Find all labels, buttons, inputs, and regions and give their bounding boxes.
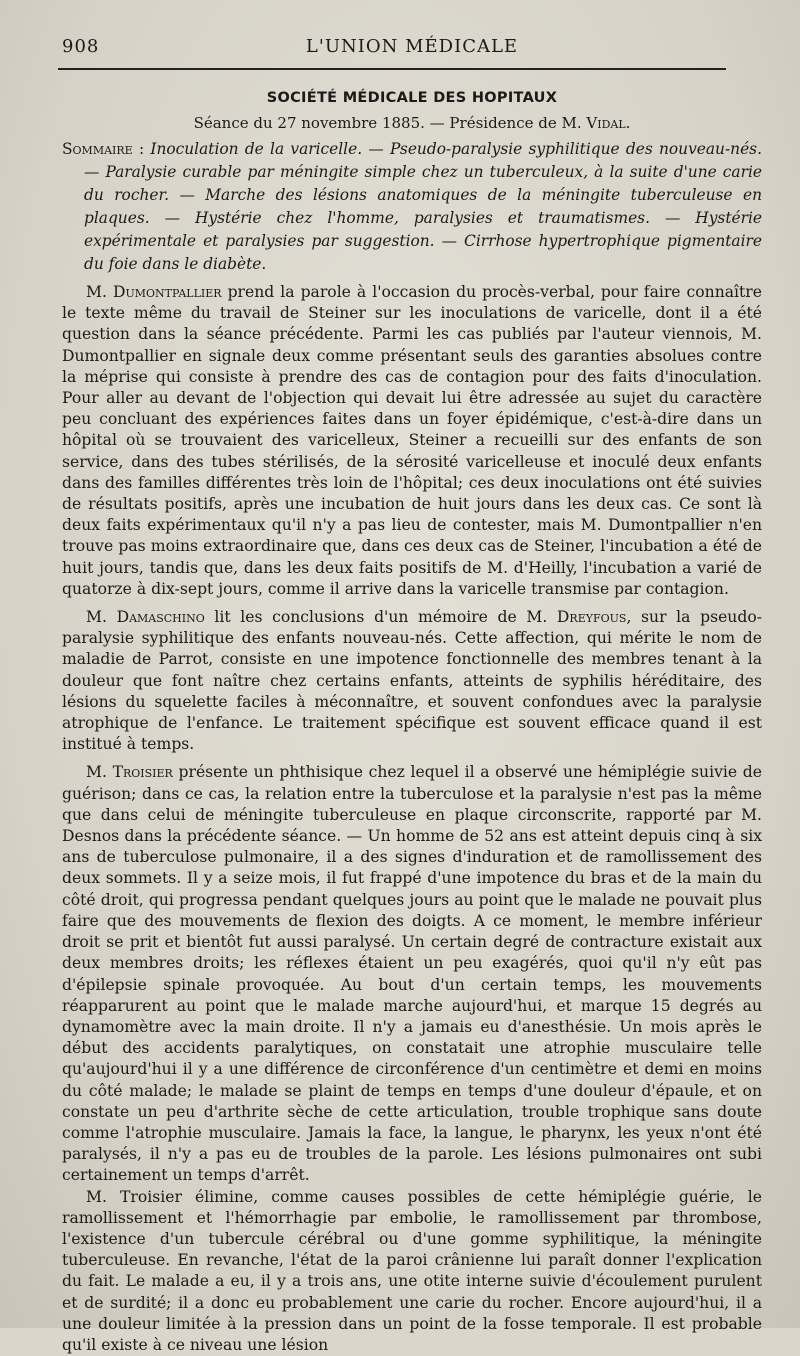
paragraph-text: M. Troisier élimine, comme causes possibles de cette hémiplégie guérie, le ramollissement et l'hémorrhagie par embolie, le ramollissement par thrombose, l'existence d'un tubercule cérébral ou d'une gomme syphilitique, la méningite tuberculeuse. En revanche, l'état de la paroi crânienne lui paraît donner l'explication du fait. Le malade a eu, il y a trois ans, une otite interne suivie d'écoulement purulent et de surdité; il a donc eu probablement une carie du rocher. Encore aujourd'hui, il a une douleur limitée à la pression dans un point de la fosse temporale. Il est probable qu'il existe à ce niveau une lésion — [62, 1187, 762, 1354]
session-president: Vidal — [586, 114, 626, 132]
sommaire-label: Sommaire — [62, 140, 133, 158]
paragraph-damaschino — [62, 607, 762, 755]
paragraph-troisier-continued — [62, 1187, 762, 1356]
section-title: SOCIÉTÉ MÉDICALE DES HOPITAUX — [266, 90, 558, 106]
speaker-name: Troisier — [112, 763, 173, 782]
session-date: Séance du 27 novembre 1885. — Présidence de M. — [193, 114, 587, 132]
paragraph-text-a: lit les conclusions d'un mémoire de M. — [204, 608, 557, 627]
speaker-name: Damaschino — [116, 608, 205, 627]
header-rule — [58, 68, 726, 70]
journal-title: L'UNION MÉDICALE — [305, 36, 519, 57]
sommaire — [62, 138, 762, 276]
sommaire-separator: : — [132, 140, 151, 158]
paragraph-prefix: M. — [86, 283, 113, 301]
page-number: 908 — [62, 36, 100, 57]
paragraph-text: prend la parole à l'occasion du procès-verbal, pour faire connaître le texte même du travail de Steiner sur les inoculations de varicelle, dont il a été question dans la séance précédente. Parmi les cas publiés par l'auteur viennois, M. Dumontpallier en signale deux comme présentant seuls des garanties absolues contre la méprise qui consiste à prendre des cas de contagion pour des faits d'inoculation. Pour aller au devant de l'objection qui devait lui être adressée au sujet du caractère peu concluant des expériences faites dans un foyer épidémique, c'est-à-dire dans un hôpital où se trouvaient des varicelleux, Steiner a recueilli sur des enfants de son service, dans des tubes stérilisés, de la sérosité varicelleuse et inoculé deux enfants dans des familles différentes très loin de l'hôpital; ces deux inoculations ont été suivies de résultats positifs, après une incubation de huit jours dans les deux cas. Ce sont là deux faits expérimentaux qu'il n'y a pas lieu de contester, mais M. Dumontpallier n'en trouve pas moins extraordinaire que, dans ces deux cas de Steiner, l'incubation a été de huit jours, tandis que, dans les deux faits positifs de M. d'Heilly, l'incubation a varié de quatorze à dix-sept jours, comme il arrive dans la varicelle transmise par contagion. — [62, 283, 762, 598]
cited-author: Dreyfous — [556, 608, 627, 627]
session-line — [62, 114, 762, 132]
paragraph-prefix: M. — [86, 608, 117, 627]
paragraph-dumontpallier — [62, 282, 762, 600]
paragraph-troisier — [62, 762, 762, 1186]
paragraph-prefix: M. — [86, 763, 113, 782]
running-head — [62, 30, 762, 64]
speaker-name: Dumontpallier — [112, 283, 222, 301]
paragraph-text: , sur la pseudo-paralysie syphilitique des enfants nouveau-nés. Cette affection, qui mérite le nom de maladie de Parrot, consiste en une impotence fonctionnelle des membres tenant à la douleur que font naître chez certains enfants, atteints de syphilis héréditaire, des lésions du squelette faciles à méconnaître, et souvent confondues avec la paralysie atrophique de l'enfance. Le traitement spécifique est souvent efficace quand il est institué à temps. — [62, 608, 762, 754]
session-suffix: . — [625, 114, 631, 132]
sommaire-items: Inoculation de la varicelle. — Pseudo-paralysie syphilitique des nouveau-nés. — Paralysie curable par méningite simple chez un tuberculeux, à la suite d'une carie du rocher. — Marche des lésions anatomiques de la méningite tuberculeuse en plaques. — Hystérie chez l'homme, paralysies et traumatismes. — Hystérie expérimentale et paralysies par suggestion. — Cirrhose hypertrophique pigmentaire du foie dans le diabète. — [84, 140, 762, 273]
article-body — [62, 282, 762, 1356]
paragraph-text: présente un phthisique chez lequel il a observé une hémiplégie suivie de guérison; dans ce cas, la relation entre la tuberculose et la paralysie n'est pas la même que dans celui de méningite tuberculeuse en plaque circonscrite, rapporté par M. Desnos dans la précédente séance. — Un homme de 52 ans est atteint depuis cinq à six ans de tuberculose pulmonaire, il a des signes d'induration et de ramollissement des deux sommets. Il y a seize mois, il fut frappé d'une impotence du bras et de la main du côté droit, qui progressa pendant quelques jours au point que le malade ne pouvait plus faire que des mouvements de flexion des doigts. A ce moment, le membre inférieur droit se prit et bientôt fut aussi paralysé. Un certain degré de contracture existait aux deux membres droits; les réflexes étaient un peu exagérés, quoi qu'il n'y eût pas d'épilepsie spinale provoquée. Au bout d'un certain temps, les mouvements réapparurent au point que le malade marche aujourd'hui, et marque 15 degrés au dynamomètre avec la main droite. Il n'y a jamais eu d'anesthésie. Un mois après le début des accidents paralytiques, on constatait une atrophie musculaire telle qu'aujourd'hui il y a une différence de circonférence d'un centimètre et demi en moins du côté malade; le malade se plaint de temps en temps d'une douleur d'épaule, et on constate un peu d'arthrite sèche de cette articulation, trouble trophique sans doute comme l'atrophie musculaire. Jamais la face, la langue, le pharynx, les yeux n'ont été paralysés, il n'y a pas eu de troubles de la parole. Les lésions pulmonaires ont subi certainement un temps d'arrêt. — [62, 763, 762, 1185]
